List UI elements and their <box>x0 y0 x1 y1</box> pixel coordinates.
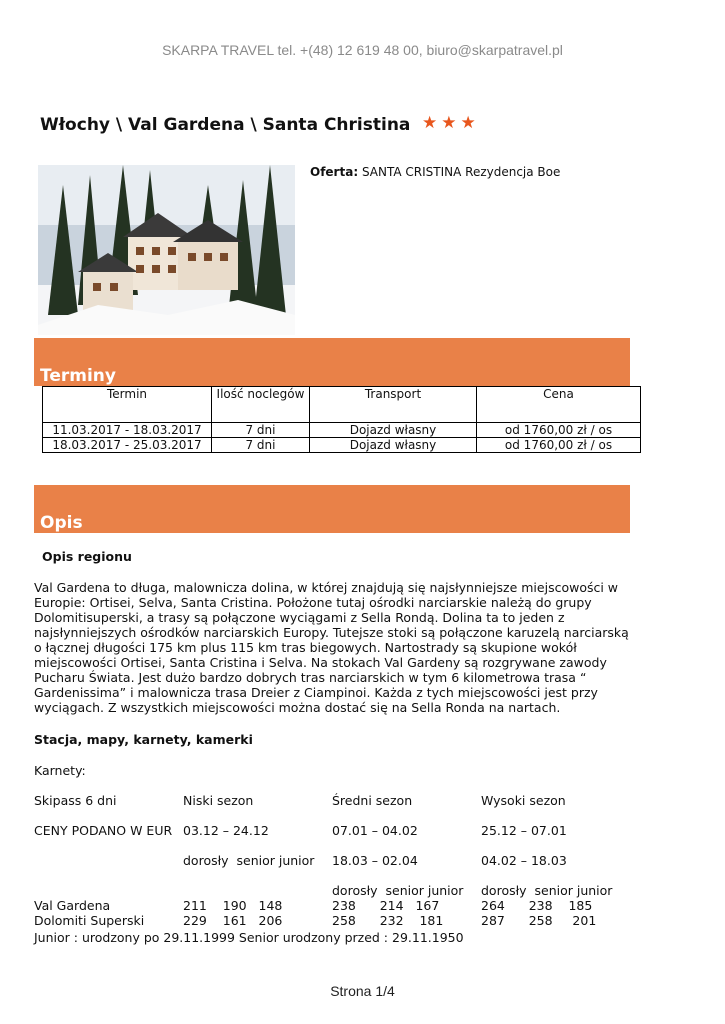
price-cell: Niski sezon <box>183 793 254 808</box>
price-cell: dorosły senior junior <box>332 883 464 898</box>
price-cell: Wysoki sezon <box>481 793 566 808</box>
price-cell: 211 190 148 <box>183 898 283 913</box>
age-note: Junior : urodzony po 29.11.1999 Senior urodzony przed : 29.11.1950 <box>34 930 464 945</box>
price-cell: 229 161 206 <box>183 913 283 928</box>
price-cell: 03.12 – 24.12 <box>183 823 269 838</box>
hotel-photo <box>38 165 295 335</box>
price-cell: 258 232 181 <box>332 913 444 928</box>
karnety-label: Karnety: <box>34 763 86 778</box>
column-header: Transport <box>310 387 477 423</box>
offer-line <box>310 165 560 179</box>
price-cell: Dolomiti Superski <box>34 913 145 928</box>
offer-value: SANTA CRISTINA Rezydencja Boe <box>361 165 561 179</box>
section-title: Terminy <box>40 366 116 386</box>
price-cell: 264 238 185 <box>481 898 593 913</box>
page-title: Włochy \ Val Gardena \ Santa Christina <box>40 115 411 135</box>
table-cell: od 1760,00 zł / os <box>477 423 641 438</box>
table-row <box>43 438 641 453</box>
column-header: Ilość noclegów <box>212 387 310 423</box>
station-heading: Stacja, mapy, karnety, kamerki <box>34 732 253 747</box>
price-cell: 238 214 167 <box>332 898 440 913</box>
table-cell: Dojazd własny <box>310 423 477 438</box>
price-cell: dorosły senior junior <box>481 883 613 898</box>
price-cell: Średni sezon <box>332 793 413 808</box>
price-cell: dorosły senior junior <box>183 853 315 868</box>
price-cell: 25.12 – 07.01 <box>481 823 567 838</box>
price-cell: 18.03 – 02.04 <box>332 853 418 868</box>
price-cell: 04.02 – 18.03 <box>481 853 567 868</box>
star-icon: ★ <box>441 113 457 133</box>
table-cell: 7 dni <box>212 438 310 453</box>
column-header: Termin <box>43 387 212 423</box>
table-cell: 18.03.2017 - 25.03.2017 <box>43 438 212 453</box>
table-row <box>43 423 641 438</box>
price-cell: Skipass 6 dni <box>34 793 117 808</box>
page-number: Strona 1/4 <box>330 983 395 999</box>
price-cell: 287 258 201 <box>481 913 597 928</box>
price-cell: CENY PODANO W EUR <box>34 823 173 838</box>
column-header: Cena <box>477 387 641 423</box>
price-cell: Val Gardena <box>34 898 111 913</box>
section-header-desc <box>34 485 630 533</box>
table-cell: od 1760,00 zł / os <box>477 438 641 453</box>
table-cell: 7 dni <box>212 423 310 438</box>
terms-table <box>42 386 641 453</box>
region-heading: Opis regionu <box>42 549 132 564</box>
price-cell: 07.01 – 04.02 <box>332 823 418 838</box>
region-description: Val Gardena to długa, malownicza dolina, w której znajdują się najsłynniejsze miejscowości w Europie: Ortisei, Selva, Santa Cristina. Położone tutaj ośrodki narciarskie należą do grupy Dolomitisuperski, a trasy są połączone wyciągami z Sella Rondą. Dolina ta to jeden z najsłynniejszych ośrodków narciarskich Europy. Tutejsze stoki są połączone karuzelą narciarską o łącznej długości 175 km plus 115 km tras biegowych. Nartostrady są skupione wokół miejscowości Ortisei, Santa Cristina i Selva. Na stokach Val Gardeny są rozgrywane zawody Pucharu Świata. Jest dużo bardzo dobrych tras narciarskich w tym 6 kilometrowa trasa “ Gardenissima” i malownicza trasa Dreier z Ciampinoi. Każda z tych miejscowości jest przy wyciągach. Z wszystkich miejscowości można dostać się na Sella Ronda na nartach. <box>34 580 629 715</box>
star-icon: ★ <box>422 113 438 133</box>
table-header-row <box>43 387 641 423</box>
section-header-terms <box>34 338 630 386</box>
hotel-rating <box>422 115 476 132</box>
table-cell: 11.03.2017 - 18.03.2017 <box>43 423 212 438</box>
star-icon: ★ <box>460 113 476 133</box>
agency-contact: SKARPA TRAVEL tel. +(48) 12 619 48 00, biuro@skarpatravel.pl <box>162 42 563 58</box>
section-title: Opis <box>40 513 83 533</box>
offer-label: Oferta: <box>310 165 359 179</box>
table-cell: Dojazd własny <box>310 438 477 453</box>
